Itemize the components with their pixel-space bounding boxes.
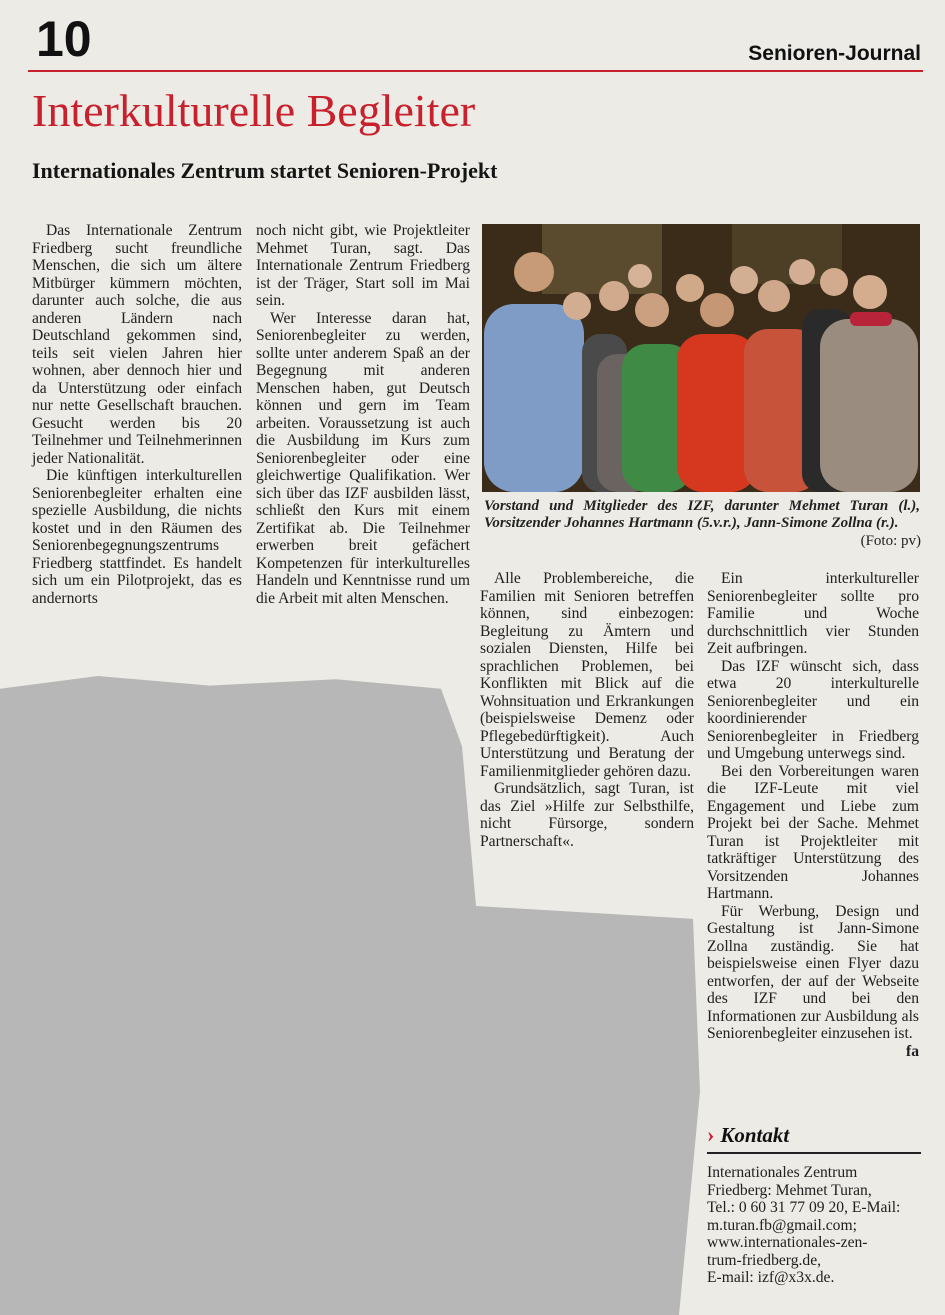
- photo-caption: Vorstand und Mitglieder des IZF, darunter Mehmet Turan (l.), Vorsitzender Johannes Hartmann (5.v.r.), Jann-Simone Zollna (r.).: [484, 498, 920, 531]
- contact-website[interactable]: trum-friedberg.de,: [707, 1251, 822, 1269]
- paragraph: Das IZF wünscht sich, dass etwa 20 interkulturelle Seniorenbegleiter und ein koordinierender Seniorenbegleiter in Friedberg und Umgebung unterwegs sind.: [707, 657, 919, 762]
- contact-line: Tel.: 0 60 31 77 09 20, E-Mail:: [707, 1199, 901, 1216]
- contact-website[interactable]: www.internationales-zen-: [707, 1234, 868, 1251]
- contact-box: [707, 1122, 921, 1287]
- paragraph: Die künftigen interkulturellen Seniorenbegleiter erhalten eine spezielle Ausbildung, die nichts kostet und in den Räumen des Seniorenbegegnungszentrums Friedberg stattfindet. Es handelt sich um ein Pilotprojekt, das es andernorts: [32, 467, 242, 607]
- header-rule: [28, 70, 923, 72]
- contact-title: Kontakt: [720, 1122, 790, 1147]
- paragraph: Alle Problembereiche, die Familien mit Senioren betreffen können, sind einbezogen: Begleitung zu Ämtern und sozialen Diensten, Hilfe bei sprachlichen Problemen, bei Konflikten mit Blick auf die Wohnsituation und Erkrankungen (beispielsweise Demenz oder Pflegebedürftigkeit). Auch Unterstützung und Beratung der Familienmitglieder gehören dazu.: [480, 570, 694, 780]
- article-column-1: [32, 222, 242, 607]
- contact-details: [707, 1164, 921, 1287]
- article-subheadline: Internationales Zentrum startet Senioren-Projekt: [32, 158, 498, 183]
- page-number: 10: [36, 11, 92, 67]
- paragraph: [707, 902, 919, 1060]
- paragraph: Ein interkultureller Seniorenbegleiter sollte pro Familie und Woche durchschnittlich vier Stunden Zeit aufbringen.: [707, 570, 919, 657]
- article-column-4: [707, 570, 919, 1060]
- author-signoff: fa: [906, 1042, 919, 1060]
- photo-credit: (Foto: pv): [860, 533, 921, 549]
- paragraph: Wer Interesse daran hat, Seniorenbegleiter zu werden, sollte unter anderem Spaß an der Begegnung mit anderen Menschen haben, gut Deutsch können und gern im Team arbeiten. Voraussetzung ist auch die Ausbildung im Kurs zum Seniorenbegleiter oder eine gleichwertige Qualifikation. Wer sich über das IZF ausbilden lässt, schließt den Kurs mit einem Zertifikat ab. Die Teilnehmer erwerben breit gefächert Kompetenzen für interkulturelles Handeln und Kenntnisse rund um die Arbeit mit alten Menschen.: [256, 309, 470, 607]
- group-photo-illustration: [482, 224, 920, 492]
- contact-line: Internationales Zentrum: [707, 1164, 858, 1181]
- article-headline: Interkulturelle Begleiter: [32, 85, 476, 136]
- article-column-3: [480, 570, 694, 850]
- paragraph: Grundsätzlich, sagt Turan, ist das Ziel »Hilfe zur Selbsthilfe, nicht Fürsorge, sondern Partnerschaft«.: [480, 780, 694, 850]
- paragraph: Bei den Vorbereitungen waren die IZF-Leute mit viel Engagement und Liebe zum Projekt bei der Sache. Mehmet Turan ist Projektleiter mit tatkräftiger Unterstützung des Vorsitzenden Johannes Hartmann.: [707, 762, 919, 902]
- chevron-right-icon: ›: [707, 1122, 715, 1147]
- article-column-2: [256, 222, 470, 607]
- contact-email[interactable]: m.turan.fb@gmail.com;: [707, 1216, 857, 1234]
- paragraph-text: Für Werbung, Design und Gestaltung ist Jann-Simone Zollna zuständig. Sie hat beispielsweise einen Flyer dazu entworfen, der auf der Webseite des IZF und bei den Informationen zur Ausbildung als Seniorenbegleiter einzusehen ist.: [707, 902, 919, 1042]
- contact-rule: [707, 1152, 921, 1154]
- section-label: Senioren-Journal: [748, 42, 921, 65]
- contact-heading: [707, 1122, 921, 1152]
- group-photo: [482, 224, 920, 492]
- paragraph: noch nicht gibt, wie Projektleiter Mehmet Turan, sagt. Das Internationale Zentrum Friedberg ist der Träger, Start soll im Mai sein.: [256, 222, 470, 309]
- contact-line: Friedberg: Mehmet Turan,: [707, 1181, 872, 1199]
- contact-email[interactable]: E-mail: izf@x3x.de.: [707, 1269, 835, 1286]
- paragraph: Das Internationale Zentrum Friedberg sucht freundliche Menschen, die sich um ältere Mitbürger kümmern möchten, darunter auch solche, die aus anderen Ländern nach Deutschland gekommen sind, teils seit vielen Jahren hier wohnen, aber dennoch hier und da Unterstützung oder einfach nur nette Gesellschaft brauchen. Gesucht werden bis 20 Teilnehmer und Teilnehmerinnen jeder Nationalität.: [32, 222, 242, 467]
